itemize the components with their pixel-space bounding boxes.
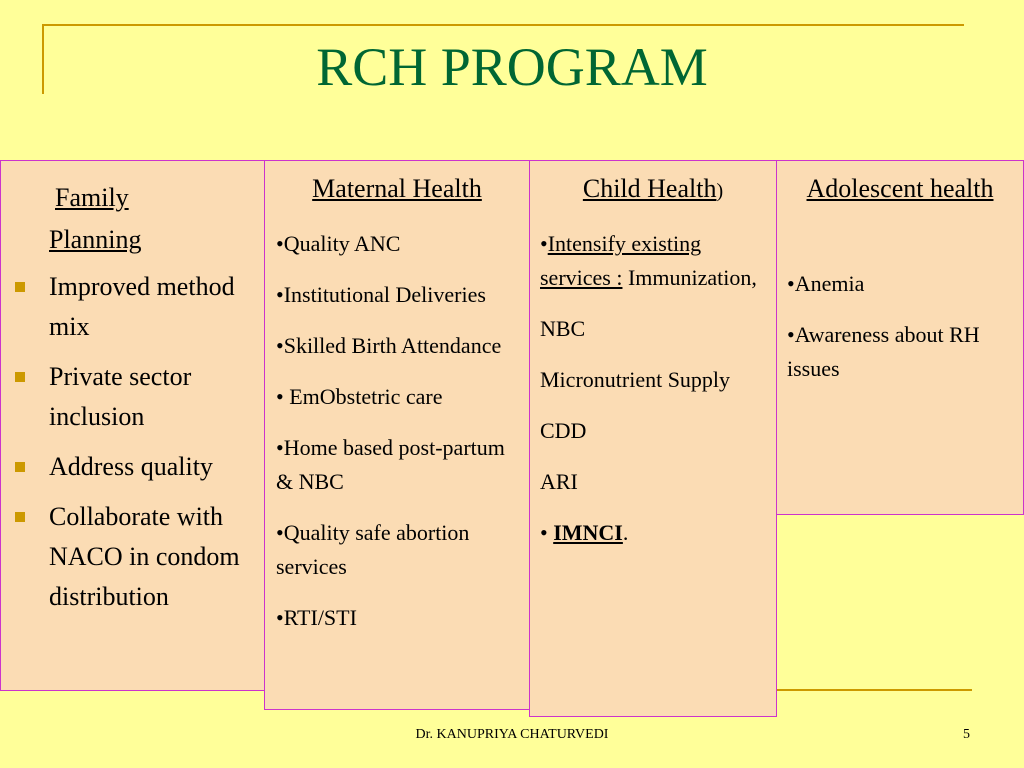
- family-planning-box: [0, 160, 265, 691]
- top-rule: [42, 24, 964, 26]
- list-item: •Institutional Deliveries: [276, 282, 486, 307]
- imnci-text: IMNCI: [553, 520, 623, 545]
- list-item: Improved method mix: [15, 267, 261, 347]
- list-item: Private sector inclusion: [15, 357, 261, 437]
- page-number: 5: [963, 727, 970, 742]
- list-item: •Quality ANC: [276, 231, 401, 256]
- family-planning-heading-line1: Family: [55, 183, 129, 212]
- list-item: •Quality safe abortion services: [276, 520, 470, 579]
- list-item: •Skilled Birth Attendance: [276, 333, 502, 358]
- list-item: Collaborate with NACO in condom distribution: [15, 497, 261, 617]
- child-health-heading: [530, 169, 776, 211]
- list-item: • EmObstetric care: [276, 384, 443, 409]
- child-health-heading-text: Child Health: [582, 174, 717, 203]
- footer-author: Dr. KANUPRIYA CHATURVEDI: [415, 727, 609, 742]
- list-item: Address quality: [15, 447, 261, 487]
- adolescent-health-box: [776, 160, 1024, 515]
- child-health-list: [540, 227, 772, 567]
- list-item: •Home based post-partum & NBC: [276, 435, 505, 494]
- child-health-heading-suffix: ): [716, 180, 724, 202]
- list-item: NBC: [540, 316, 586, 341]
- list-item: •Intensify existing services : Immunization,: [540, 231, 757, 290]
- slide-title: RCH PROGRAM: [316, 37, 708, 97]
- list-item: •Awareness about RH issues: [787, 322, 980, 381]
- square-bullet-icon: [15, 282, 25, 292]
- maternal-health-list: [276, 227, 526, 652]
- family-planning-heading: [49, 177, 249, 261]
- list-item: •RTI/STI: [276, 605, 357, 630]
- intensify-services-text: Intensify existing services :: [540, 231, 702, 290]
- maternal-health-heading: Maternal Health: [312, 174, 482, 203]
- child-health-box: [529, 160, 777, 717]
- square-bullet-icon: [15, 462, 25, 472]
- maternal-health-box: [264, 160, 530, 710]
- square-bullet-icon: [15, 372, 25, 382]
- square-bullet-icon: [15, 512, 25, 522]
- family-planning-heading-line2: Planning: [49, 225, 142, 254]
- list-item: ARI: [540, 469, 578, 494]
- list-item: CDD: [540, 418, 587, 443]
- list-item: Micronutrient Supply: [540, 367, 731, 392]
- adolescent-health-heading: Adolescent health: [806, 174, 994, 203]
- list-item: • IMNCI.: [540, 520, 629, 545]
- list-item: •Anemia: [787, 271, 865, 296]
- adolescent-health-list: [787, 267, 1019, 403]
- family-planning-list: [15, 267, 261, 627]
